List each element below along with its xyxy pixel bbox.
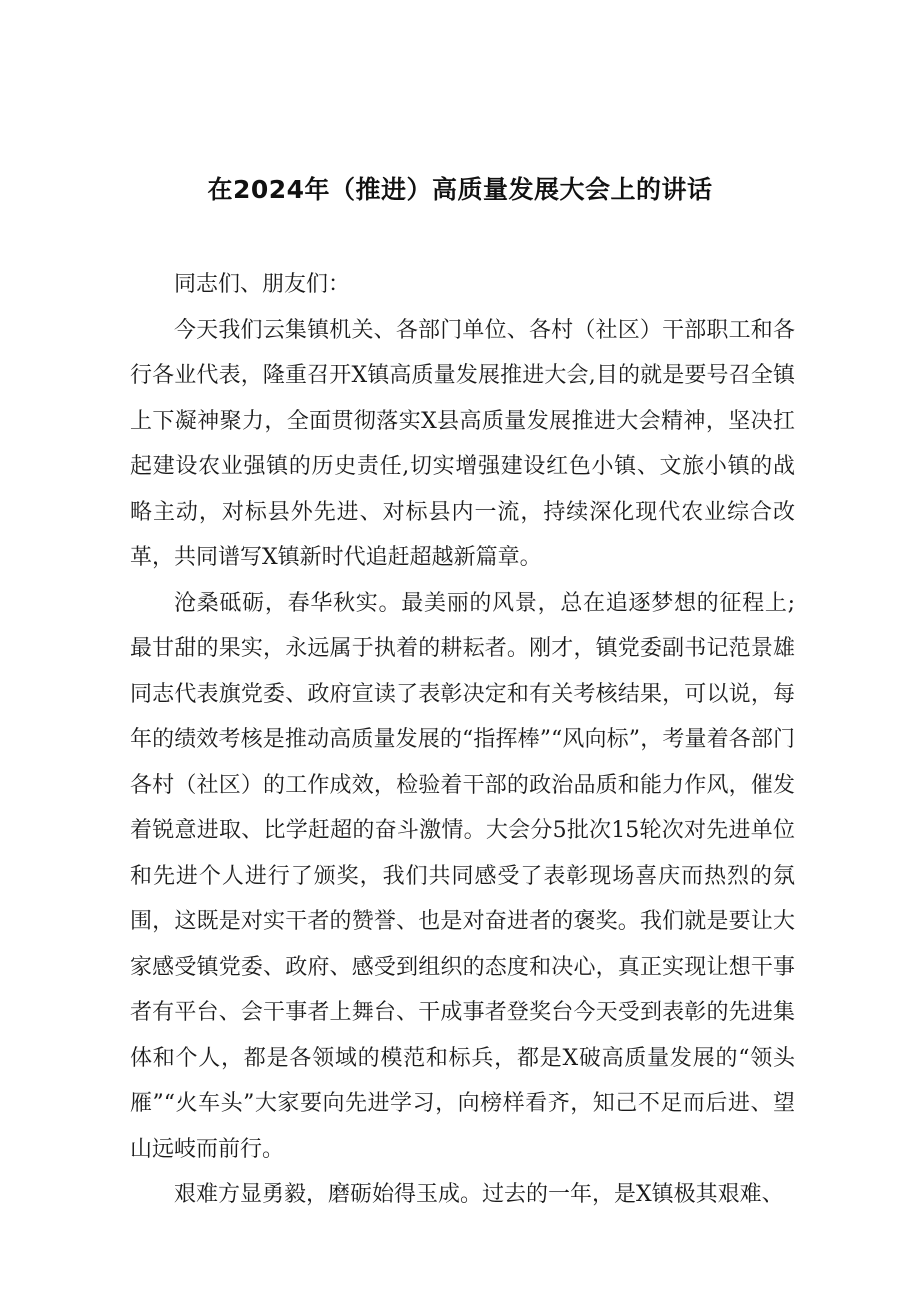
document-title: 在2024年（推进）高质量发展大会上的讲话 xyxy=(207,175,713,204)
body-paragraph: 艰难方显勇毅，磨砺始得玉成。过去的一年，是X镇极其艰难、 xyxy=(174,1182,784,1207)
document-body xyxy=(130,262,795,1218)
body-paragraph: 沧桑砥砺，春华秋实。最美丽的风景，总在追逐梦想的征程上;最甘甜的果实，永远属于执着的耕耘者。刚才，镇党委副书记范景雄同志代表旗党委、政府宣读了表彰决定和有关考核结果，可以说，每年的绩效考核是推动高质量发展的“指挥棒”“风向标”，考量着各部门各村（社区）的工作成效，检验着干部的政治品质和能力作风，催发着锐意进取、比学赶超的奋斗激情。大会分5批次15轮次对先进单位和先进个人进行了颁奖，我们共同感受了表彰现场喜庆而热烈的氛围，这既是对实干者的赞誉、也是对奋进者的褒奖。我们就是要让大家感受镇党委、政府、感受到组织的态度和决心，真正实现让想干事者有平台、会干事者上舞台、干成事者登奖台今天受到表彰的先进集体和个人，都是各领域的模范和标兵，都是X破高质量发展的“领头雁”“火车头”大家要向先进学习，向榜样看齐，知己不足而后进、望山远岐而前行。 xyxy=(130,590,795,1162)
salutation-paragraph: 同志们、朋友们： xyxy=(174,272,351,297)
body-paragraph: 今天我们云集镇机关、各部门单位、各村（社区）干部职工和各行各业代表，隆重召开X镇高质量发展推进大会,目的就是要号召全镇上下凝神聚力，全面贯彻落实X县高质量发展推进大会精神，坚决扛起建设农业强镇的历史责任,切实增强建设红色小镇、文旅小镇的战略主动，对标县外先进、对标县内一流，持续深化现代农业综合改革，共同谱写X镇新时代追赶超越新篇章。 xyxy=(130,317,795,570)
